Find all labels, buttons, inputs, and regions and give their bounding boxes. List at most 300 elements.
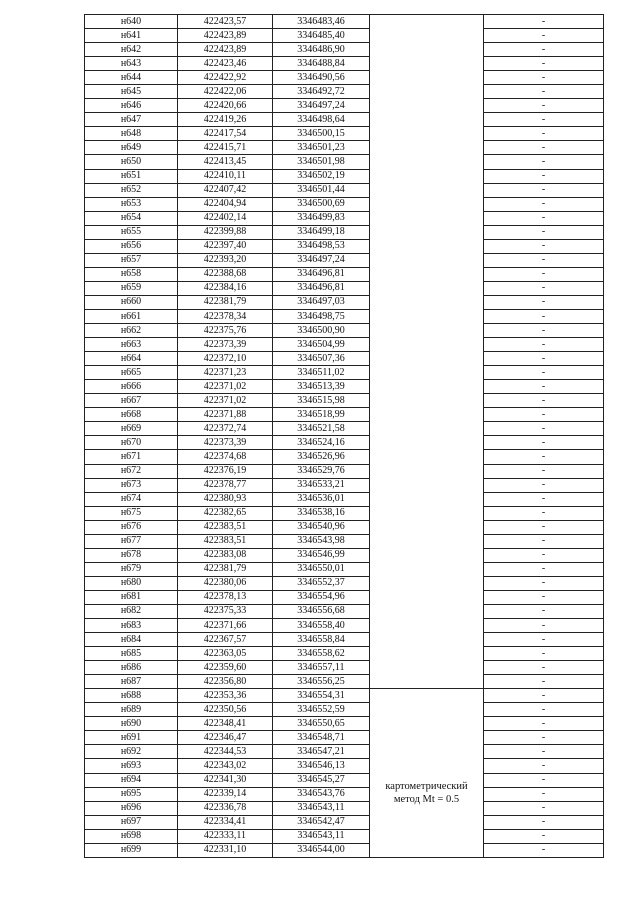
value-cell: - — [484, 464, 604, 478]
point-id-cell: н652 — [85, 183, 178, 197]
value-cell: - — [484, 394, 604, 408]
point-id-cell: н665 — [85, 366, 178, 380]
coord-y-cell: 3346552,59 — [273, 703, 370, 717]
coord-y-cell: 3346558,40 — [273, 619, 370, 633]
point-id-cell: н695 — [85, 787, 178, 801]
coord-y-cell: 3346501,98 — [273, 155, 370, 169]
point-id-cell: н690 — [85, 717, 178, 731]
value-cell: - — [484, 562, 604, 576]
coord-x-cell: 422344,53 — [178, 745, 273, 759]
table-row — [85, 57, 604, 71]
coord-x-cell: 422383,51 — [178, 520, 273, 534]
value-cell: - — [484, 99, 604, 113]
method-label: картометрический — [385, 781, 468, 793]
table-row — [85, 281, 604, 295]
coord-y-cell: 3346492,72 — [273, 85, 370, 99]
point-id-cell: н684 — [85, 633, 178, 647]
coord-y-cell: 3346498,75 — [273, 309, 370, 323]
coord-y-cell: 3346511,02 — [273, 366, 370, 380]
coord-y-cell: 3346504,99 — [273, 338, 370, 352]
table-row — [85, 324, 604, 338]
coord-x-cell: 422380,06 — [178, 576, 273, 590]
point-id-cell: н670 — [85, 436, 178, 450]
coord-x-cell: 422371,66 — [178, 619, 273, 633]
point-id-cell: н649 — [85, 141, 178, 155]
coord-y-cell: 3346558,62 — [273, 647, 370, 661]
coord-x-cell: 422404,94 — [178, 197, 273, 211]
coord-x-cell: 422422,06 — [178, 85, 273, 99]
method-accuracy: метод Mt = 0.5 — [393, 794, 460, 806]
table-row — [85, 633, 604, 647]
coord-y-cell: 3346526,96 — [273, 450, 370, 464]
coord-x-cell: 422381,79 — [178, 562, 273, 576]
value-cell: - — [484, 590, 604, 604]
coordinates-table — [84, 14, 604, 858]
value-cell: - — [484, 520, 604, 534]
point-id-cell: н698 — [85, 829, 178, 843]
coord-x-cell: 422383,51 — [178, 534, 273, 548]
coord-y-cell: 3346543,11 — [273, 829, 370, 843]
table-row — [85, 731, 604, 745]
coord-x-cell: 422348,41 — [178, 717, 273, 731]
table-row — [85, 183, 604, 197]
coord-y-cell: 3346486,90 — [273, 43, 370, 57]
value-cell: - — [484, 408, 604, 422]
table-row — [85, 647, 604, 661]
coord-x-cell: 422378,77 — [178, 478, 273, 492]
point-id-cell: н676 — [85, 520, 178, 534]
value-cell: - — [484, 478, 604, 492]
coord-y-cell: 3346499,18 — [273, 225, 370, 239]
value-cell: - — [484, 71, 604, 85]
method-cell-upper — [370, 15, 484, 689]
coord-y-cell: 3346536,01 — [273, 492, 370, 506]
point-id-cell: н651 — [85, 169, 178, 183]
value-cell: - — [484, 619, 604, 633]
table-row — [85, 267, 604, 281]
table-row — [85, 450, 604, 464]
table-row — [85, 253, 604, 267]
table-row — [85, 422, 604, 436]
table-row — [85, 85, 604, 99]
coord-y-cell: 3346501,23 — [273, 141, 370, 155]
value-cell: - — [484, 85, 604, 99]
table-row — [85, 548, 604, 562]
value-cell: - — [484, 211, 604, 225]
value-cell: - — [484, 197, 604, 211]
coord-x-cell: 422339,14 — [178, 787, 273, 801]
value-cell: - — [484, 759, 604, 773]
coord-x-cell: 422367,57 — [178, 633, 273, 647]
point-id-cell: н672 — [85, 464, 178, 478]
coord-x-cell: 422331,10 — [178, 843, 273, 857]
point-id-cell: н680 — [85, 576, 178, 590]
coord-y-cell: 3346501,44 — [273, 183, 370, 197]
coord-y-cell: 3346554,96 — [273, 590, 370, 604]
table-row — [85, 478, 604, 492]
point-id-cell: н675 — [85, 506, 178, 520]
value-cell: - — [484, 534, 604, 548]
value-cell: - — [484, 548, 604, 562]
table-row — [85, 309, 604, 323]
coord-y-cell: 3346529,76 — [273, 464, 370, 478]
value-cell: - — [484, 43, 604, 57]
table-row — [85, 745, 604, 759]
coord-y-cell: 3346554,31 — [273, 689, 370, 703]
point-id-cell: н662 — [85, 324, 178, 338]
value-cell: - — [484, 661, 604, 675]
value-cell: - — [484, 633, 604, 647]
point-id-cell: н677 — [85, 534, 178, 548]
point-id-cell: н679 — [85, 562, 178, 576]
value-cell: - — [484, 141, 604, 155]
coord-x-cell: 422375,33 — [178, 604, 273, 618]
value-cell: - — [484, 380, 604, 394]
value-cell: - — [484, 450, 604, 464]
coord-x-cell: 422373,39 — [178, 338, 273, 352]
coord-y-cell: 3346498,53 — [273, 239, 370, 253]
table-row — [85, 197, 604, 211]
coord-y-cell: 3346550,01 — [273, 562, 370, 576]
coord-y-cell: 3346557,11 — [273, 661, 370, 675]
table-row — [85, 225, 604, 239]
point-id-cell: н669 — [85, 422, 178, 436]
coord-y-cell: 3346546,99 — [273, 548, 370, 562]
point-id-cell: н668 — [85, 408, 178, 422]
coord-y-cell: 3346496,81 — [273, 281, 370, 295]
coord-x-cell: 422417,54 — [178, 127, 273, 141]
coord-x-cell: 422343,02 — [178, 759, 273, 773]
point-id-cell: н641 — [85, 29, 178, 43]
point-id-cell: н654 — [85, 211, 178, 225]
coord-x-cell: 422372,74 — [178, 422, 273, 436]
coord-x-cell: 422375,76 — [178, 324, 273, 338]
coord-x-cell: 422423,46 — [178, 57, 273, 71]
value-cell: - — [484, 225, 604, 239]
coord-x-cell: 422419,26 — [178, 113, 273, 127]
point-id-cell: н686 — [85, 661, 178, 675]
point-id-cell: н692 — [85, 745, 178, 759]
value-cell: - — [484, 604, 604, 618]
coord-y-cell: 3346524,16 — [273, 436, 370, 450]
value-cell: - — [484, 169, 604, 183]
table-row — [85, 127, 604, 141]
coord-x-cell: 422415,71 — [178, 141, 273, 155]
coordinates-table-body — [85, 15, 604, 858]
coord-x-cell: 422422,92 — [178, 71, 273, 85]
coord-x-cell: 422423,89 — [178, 43, 273, 57]
point-id-cell: н663 — [85, 338, 178, 352]
coord-y-cell: 3346543,98 — [273, 534, 370, 548]
point-id-cell: н644 — [85, 71, 178, 85]
value-cell: - — [484, 829, 604, 843]
table-row — [85, 590, 604, 604]
coord-x-cell: 422380,93 — [178, 492, 273, 506]
point-id-cell: н661 — [85, 309, 178, 323]
table-row — [85, 169, 604, 183]
point-id-cell: н645 — [85, 85, 178, 99]
value-cell: - — [484, 801, 604, 815]
point-id-cell: н640 — [85, 15, 178, 29]
coord-x-cell: 422333,11 — [178, 829, 273, 843]
coord-y-cell: 3346538,16 — [273, 506, 370, 520]
coord-x-cell: 422402,14 — [178, 211, 273, 225]
value-cell: - — [484, 506, 604, 520]
point-id-cell: н681 — [85, 590, 178, 604]
point-id-cell: н697 — [85, 815, 178, 829]
table-row — [85, 787, 604, 801]
value-cell: - — [484, 731, 604, 745]
coord-x-cell: 422407,42 — [178, 183, 273, 197]
coord-x-cell: 422397,40 — [178, 239, 273, 253]
table-row — [85, 113, 604, 127]
coord-x-cell: 422374,68 — [178, 450, 273, 464]
coord-y-cell: 3346556,25 — [273, 675, 370, 689]
value-cell: - — [484, 689, 604, 703]
coord-x-cell: 422371,23 — [178, 366, 273, 380]
coord-y-cell: 3346502,19 — [273, 169, 370, 183]
coord-y-cell: 3346483,46 — [273, 15, 370, 29]
point-id-cell: н664 — [85, 352, 178, 366]
point-id-cell: н648 — [85, 127, 178, 141]
coord-y-cell: 3346496,81 — [273, 267, 370, 281]
coord-y-cell: 3346500,90 — [273, 324, 370, 338]
coord-y-cell: 3346542,47 — [273, 815, 370, 829]
coord-x-cell: 422399,88 — [178, 225, 273, 239]
coord-y-cell: 3346497,24 — [273, 253, 370, 267]
value-cell: - — [484, 113, 604, 127]
coord-x-cell: 422350,56 — [178, 703, 273, 717]
value-cell: - — [484, 773, 604, 787]
coord-y-cell: 3346543,11 — [273, 801, 370, 815]
table-row — [85, 759, 604, 773]
method-text — [370, 780, 483, 806]
coord-y-cell: 3346521,58 — [273, 422, 370, 436]
coord-x-cell: 422341,30 — [178, 773, 273, 787]
coord-x-cell: 422393,20 — [178, 253, 273, 267]
table-row — [85, 829, 604, 843]
coord-y-cell: 3346497,24 — [273, 99, 370, 113]
table-row — [85, 534, 604, 548]
point-id-cell: н655 — [85, 225, 178, 239]
point-id-cell: н659 — [85, 281, 178, 295]
table-row — [85, 155, 604, 169]
table-row — [85, 15, 604, 29]
point-id-cell: н678 — [85, 548, 178, 562]
table-row — [85, 43, 604, 57]
table-row — [85, 506, 604, 520]
coord-x-cell: 422388,68 — [178, 267, 273, 281]
point-id-cell: н682 — [85, 604, 178, 618]
coord-x-cell: 422372,10 — [178, 352, 273, 366]
value-cell: - — [484, 745, 604, 759]
table-row — [85, 71, 604, 85]
value-cell: - — [484, 253, 604, 267]
table-row — [85, 99, 604, 113]
table-row — [85, 576, 604, 590]
table-row — [85, 295, 604, 309]
coord-y-cell: 3346546,13 — [273, 759, 370, 773]
coord-y-cell: 3346545,27 — [273, 773, 370, 787]
coord-x-cell: 422423,57 — [178, 15, 273, 29]
table-row — [85, 604, 604, 618]
coord-y-cell: 3346507,36 — [273, 352, 370, 366]
coord-x-cell: 422382,65 — [178, 506, 273, 520]
point-id-cell: н650 — [85, 155, 178, 169]
value-cell: - — [484, 576, 604, 590]
coord-x-cell: 422363,05 — [178, 647, 273, 661]
table-row — [85, 141, 604, 155]
value-cell: - — [484, 436, 604, 450]
coord-x-cell: 422420,66 — [178, 99, 273, 113]
value-cell: - — [484, 787, 604, 801]
value-cell: - — [484, 267, 604, 281]
coord-x-cell: 422378,13 — [178, 590, 273, 604]
table-row — [85, 773, 604, 787]
table-row — [85, 815, 604, 829]
table-row — [85, 675, 604, 689]
coord-y-cell: 3346540,96 — [273, 520, 370, 534]
coord-y-cell: 3346543,76 — [273, 787, 370, 801]
point-id-cell: н673 — [85, 478, 178, 492]
table-row — [85, 717, 604, 731]
coord-x-cell: 422371,02 — [178, 394, 273, 408]
table-row — [85, 338, 604, 352]
table-row — [85, 29, 604, 43]
point-id-cell: н660 — [85, 295, 178, 309]
value-cell: - — [484, 647, 604, 661]
table-row — [85, 843, 604, 857]
table-row — [85, 436, 604, 450]
table-row — [85, 394, 604, 408]
value-cell: - — [484, 281, 604, 295]
coord-x-cell: 422381,79 — [178, 295, 273, 309]
coord-x-cell: 422356,80 — [178, 675, 273, 689]
coord-y-cell: 3346485,40 — [273, 29, 370, 43]
coord-y-cell: 3346497,03 — [273, 295, 370, 309]
coord-y-cell: 3346550,65 — [273, 717, 370, 731]
coord-y-cell: 3346518,99 — [273, 408, 370, 422]
coord-y-cell: 3346498,64 — [273, 113, 370, 127]
coord-x-cell: 422383,08 — [178, 548, 273, 562]
value-cell: - — [484, 183, 604, 197]
point-id-cell: н674 — [85, 492, 178, 506]
table-row — [85, 801, 604, 815]
point-id-cell: н646 — [85, 99, 178, 113]
value-cell: - — [484, 422, 604, 436]
coord-y-cell: 3346552,37 — [273, 576, 370, 590]
coord-y-cell: 3346544,00 — [273, 843, 370, 857]
coord-x-cell: 422353,36 — [178, 689, 273, 703]
coord-x-cell: 422410,11 — [178, 169, 273, 183]
table-row — [85, 464, 604, 478]
value-cell: - — [484, 843, 604, 857]
point-id-cell: н647 — [85, 113, 178, 127]
table-row — [85, 366, 604, 380]
point-id-cell: н688 — [85, 689, 178, 703]
table-row — [85, 211, 604, 225]
table-row — [85, 520, 604, 534]
table-row — [85, 703, 604, 717]
coord-x-cell: 422371,88 — [178, 408, 273, 422]
coord-y-cell: 3346515,98 — [273, 394, 370, 408]
coord-y-cell: 3346500,69 — [273, 197, 370, 211]
value-cell: - — [484, 29, 604, 43]
value-cell: - — [484, 492, 604, 506]
point-id-cell: н694 — [85, 773, 178, 787]
point-id-cell: н689 — [85, 703, 178, 717]
coord-y-cell: 3346499,83 — [273, 211, 370, 225]
coord-x-cell: 422378,34 — [178, 309, 273, 323]
table-row — [85, 408, 604, 422]
value-cell: - — [484, 338, 604, 352]
point-id-cell: н699 — [85, 843, 178, 857]
value-cell: - — [484, 352, 604, 366]
point-id-cell: н683 — [85, 619, 178, 633]
coord-x-cell: 422334,41 — [178, 815, 273, 829]
point-id-cell: н671 — [85, 450, 178, 464]
coord-y-cell: 3346490,56 — [273, 71, 370, 85]
point-id-cell: н658 — [85, 267, 178, 281]
point-id-cell: н687 — [85, 675, 178, 689]
table-row — [85, 239, 604, 253]
method-cell — [370, 689, 484, 858]
coord-x-cell: 422371,02 — [178, 380, 273, 394]
value-cell: - — [484, 309, 604, 323]
coord-y-cell: 3346558,84 — [273, 633, 370, 647]
point-id-cell: н693 — [85, 759, 178, 773]
coord-y-cell: 3346547,21 — [273, 745, 370, 759]
table-row — [85, 352, 604, 366]
value-cell: - — [484, 239, 604, 253]
table-row — [85, 492, 604, 506]
value-cell: - — [484, 155, 604, 169]
coord-y-cell: 3346500,15 — [273, 127, 370, 141]
point-id-cell: н653 — [85, 197, 178, 211]
point-id-cell: н691 — [85, 731, 178, 745]
value-cell: - — [484, 15, 604, 29]
value-cell: - — [484, 366, 604, 380]
value-cell: - — [484, 703, 604, 717]
coord-y-cell: 3346548,71 — [273, 731, 370, 745]
point-id-cell: н696 — [85, 801, 178, 815]
coord-y-cell: 3346488,84 — [273, 57, 370, 71]
table-row — [85, 619, 604, 633]
table-row — [85, 562, 604, 576]
coord-x-cell: 422346,47 — [178, 731, 273, 745]
point-id-cell: н685 — [85, 647, 178, 661]
table-row — [85, 380, 604, 394]
table-row — [85, 661, 604, 675]
value-cell: - — [484, 717, 604, 731]
table-row — [85, 689, 604, 703]
coord-y-cell: 3346513,39 — [273, 380, 370, 394]
value-cell: - — [484, 324, 604, 338]
value-cell: - — [484, 127, 604, 141]
coord-x-cell: 422376,19 — [178, 464, 273, 478]
point-id-cell: н643 — [85, 57, 178, 71]
value-cell: - — [484, 295, 604, 309]
value-cell: - — [484, 57, 604, 71]
coord-x-cell: 422423,89 — [178, 29, 273, 43]
point-id-cell: н667 — [85, 394, 178, 408]
coord-x-cell: 422413,45 — [178, 155, 273, 169]
value-cell: - — [484, 815, 604, 829]
point-id-cell: н656 — [85, 239, 178, 253]
point-id-cell: н666 — [85, 380, 178, 394]
coord-y-cell: 3346533,21 — [273, 478, 370, 492]
coord-y-cell: 3346556,68 — [273, 604, 370, 618]
